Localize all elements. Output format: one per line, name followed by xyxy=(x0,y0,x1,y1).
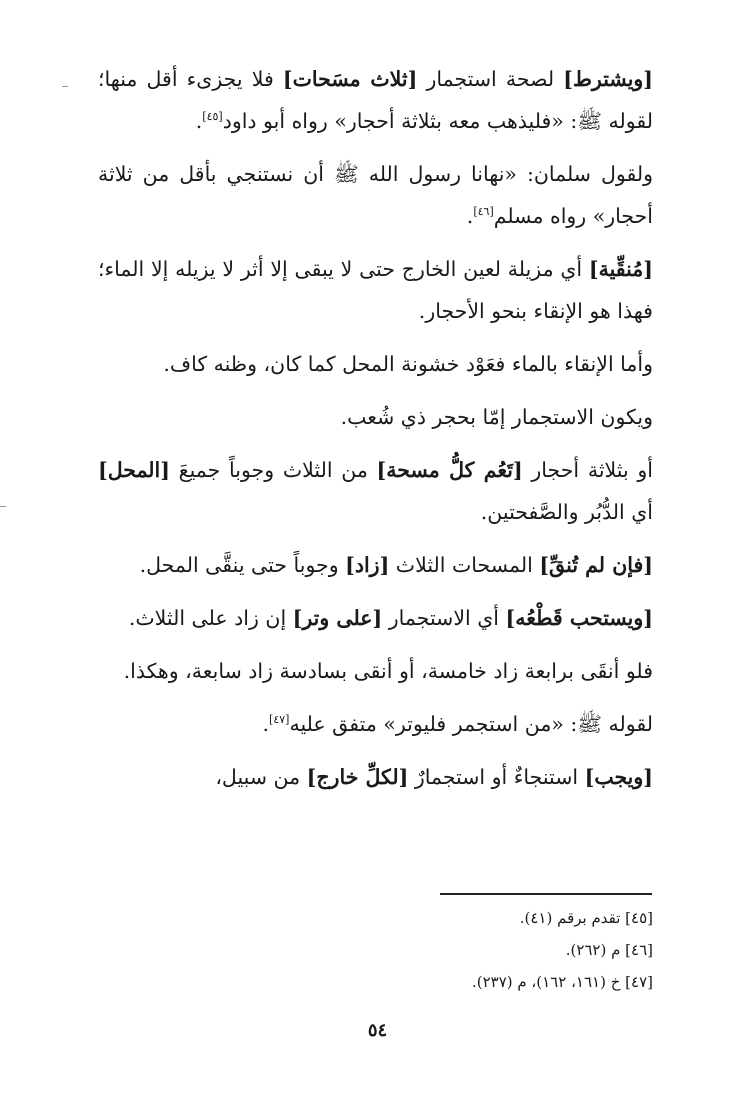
matn-term: [مُنقِّية] xyxy=(588,257,653,281)
commentary-text: . xyxy=(262,712,270,736)
commentary-text: . xyxy=(195,109,203,133)
matn-term: [المحل] xyxy=(98,458,170,482)
footnote-45: [٤٥] تقدم برقم (٤١). xyxy=(519,909,653,927)
paragraph xyxy=(98,756,653,798)
commentary-text: أي الاستجمار xyxy=(382,606,506,630)
paragraph xyxy=(98,544,653,586)
paragraph xyxy=(98,650,653,692)
commentary-text: وأما الإنقاء بالماء فعَوْد خشونة المحل كما كان، وظنه كاف. xyxy=(163,352,653,376)
commentary-text: فلو أنقَى برابعة زاد خامسة، أو أنقى بسادسة زاد سابعة، وهكذا. xyxy=(123,659,653,683)
matn-term: [زاد] xyxy=(345,553,390,577)
matn-term: [ثلاث مسَحات] xyxy=(282,67,418,91)
commentary-text: وجوباً حتى ينقَّى المحل. xyxy=(139,553,346,577)
paragraph xyxy=(98,343,653,385)
commentary-text: أي الدُّبُر والصَّفحتين. xyxy=(480,500,653,524)
main-text xyxy=(98,58,653,809)
paragraph xyxy=(98,396,653,438)
commentary-text: فلا يجزىء أقل منها؛ لقوله ﷺ: «فليذهب معه بثلاثة أحجار» رواه أبو داود xyxy=(98,67,653,133)
commentary-text: من سبيل، xyxy=(215,765,307,789)
paragraph xyxy=(98,449,653,533)
commentary-text: ولقول سلمان: «نهانا رسول الله ﷺ أن نستنجي بأقل من ثلاثة أحجار» رواه مسلم xyxy=(98,162,653,228)
footnote-46: [٤٦] م (٢٦٢). xyxy=(565,941,653,959)
commentary-text: إن زاد على الثلاث. xyxy=(128,606,293,630)
commentary-text: . xyxy=(466,204,474,228)
commentary-text: لصحة استجمار xyxy=(417,67,564,91)
scan-mark xyxy=(0,506,6,507)
paragraph xyxy=(98,58,653,142)
matn-term: [تَعُم كلُّ مسحة] xyxy=(376,458,523,482)
commentary-text: أو بثلاثة أحجار xyxy=(522,458,653,482)
footnote-ref: [٤٧] xyxy=(269,713,290,727)
paragraph xyxy=(98,597,653,639)
matn-term: [ويجب] xyxy=(584,765,653,789)
matn-term: [ويشترط] xyxy=(563,67,653,91)
matn-term: [ويستحب قَطْعُه] xyxy=(505,606,653,630)
commentary-text: ويكون الاستجمار إمّا بحجر ذي شُعب. xyxy=(340,405,653,429)
commentary-text: المسحات الثلاث xyxy=(389,553,540,577)
footnote-ref: [٤٥] xyxy=(202,110,223,124)
paragraph xyxy=(98,248,653,332)
matn-term: [فإن لم تُنقِّ] xyxy=(539,553,653,577)
page-number: ٥٤ xyxy=(367,1020,388,1041)
footnote-divider xyxy=(440,893,652,895)
footnotes xyxy=(98,902,653,998)
scan-mark xyxy=(62,86,68,87)
paragraph xyxy=(98,703,653,745)
footnote-47: [٤٧] خ (١٦١، ١٦٢)، م (٢٣٧). xyxy=(471,973,653,991)
paragraph xyxy=(98,153,653,237)
commentary-text: لقوله ﷺ: «من استجمر فليوتر» متفق عليه xyxy=(289,712,653,736)
commentary-text: استنجاءٌ أو استجمارٌ xyxy=(408,765,585,789)
footnote-ref: [٤٦] xyxy=(473,205,494,219)
commentary-text: من الثلاث وجوباً جميعَ xyxy=(169,458,377,482)
commentary-text: أي مزيلة لعين الخارج حتى لا يبقى إلا أثر لا يزيله إلا الماء؛ فهذا هو الإنقاء بنحو الأحجار. xyxy=(98,257,653,323)
matn-term: [على وتر] xyxy=(292,606,383,630)
matn-term: [لكلِّ خارج] xyxy=(306,765,409,789)
